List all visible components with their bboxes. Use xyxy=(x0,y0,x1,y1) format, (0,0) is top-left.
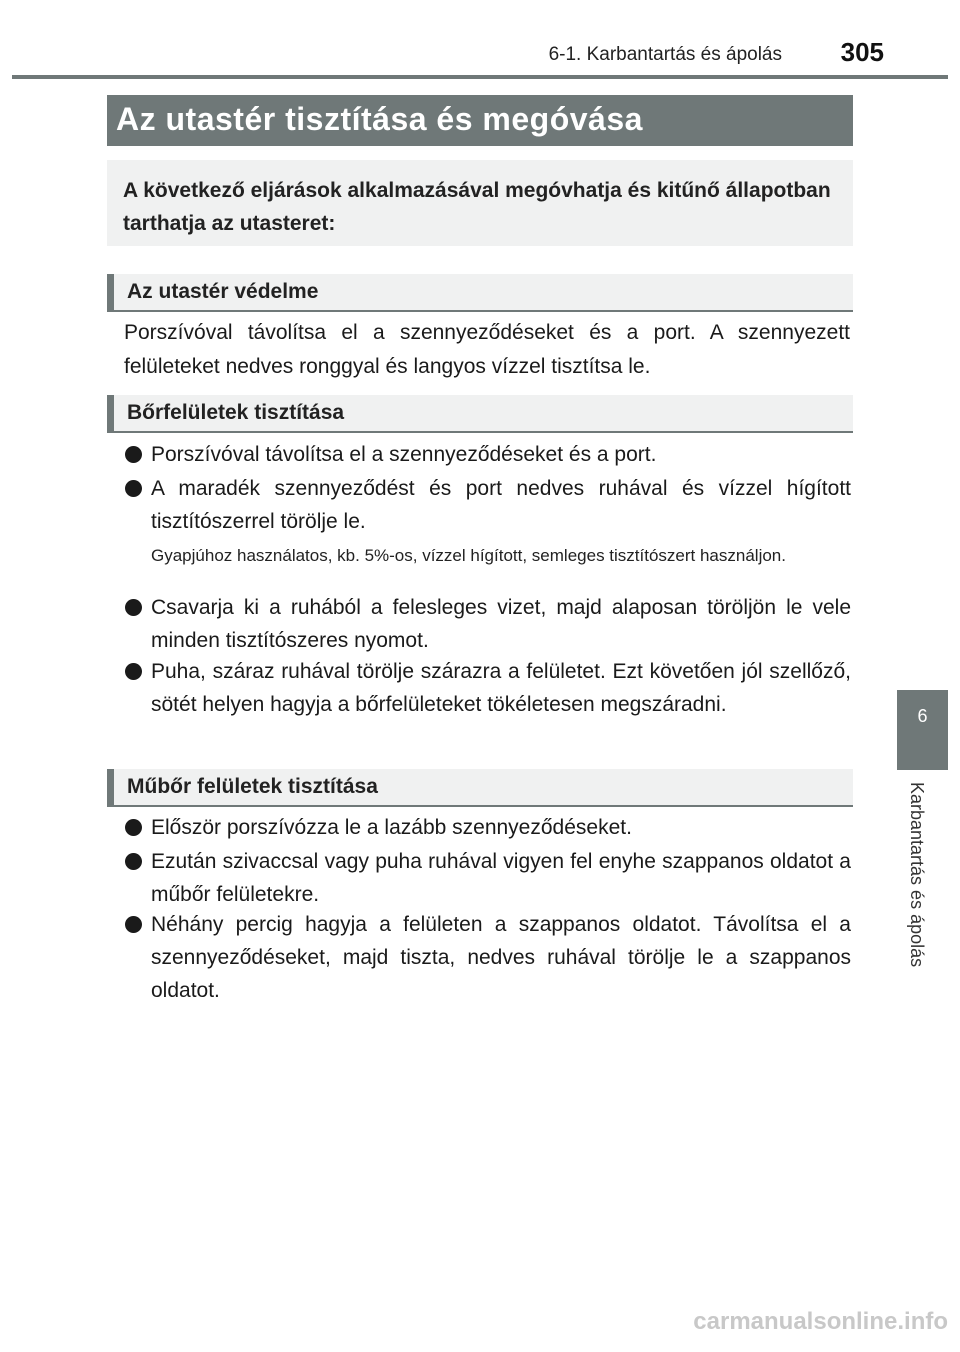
chapter-side-label xyxy=(904,782,930,990)
header-section-title: 6-1. Karbantartás és ápolás xyxy=(548,44,782,65)
list-item xyxy=(124,438,851,471)
section-heading-text: Műbőr felületek tisztítása xyxy=(127,775,378,798)
bullet-dot-icon xyxy=(125,663,142,680)
list-item-text: Néhány percig hagyja a felületen a szappanos oldatot. Távolítsa el a szennyeződéseket, majd tiszta, nedves ruhával törölje le a szappanos oldatot. xyxy=(151,913,851,1002)
section-heading-synthetic-leather-cleaning xyxy=(107,769,853,807)
bullet-dot-icon xyxy=(125,819,142,836)
bullet-dot-icon xyxy=(125,480,142,497)
section-paragraph: Porszívóval távolítsa el a szennyeződéseket és a port. A szennyezett felületeket nedves ronggyal és langyos vízzel tisztítsa le. xyxy=(124,321,850,378)
chapter-side-label-text: Karbantartás és ápolás xyxy=(907,782,927,968)
list-item-text: Puha, száraz ruhával törölje szárazra a felületet. Ezt követően jól szellőző, sötét helyen hagyja a bőrfelületeket tökéletesen megszáradni. xyxy=(151,660,851,716)
list-item xyxy=(124,472,851,538)
page-header xyxy=(0,0,960,80)
page-number: 305 xyxy=(840,37,884,67)
list-item xyxy=(124,655,851,721)
list-item xyxy=(124,811,851,844)
intro-box xyxy=(107,160,853,246)
chapter-tab xyxy=(897,690,948,770)
list-item-text: Először porszívózza le a lazább szennyeződéseket. xyxy=(151,816,632,839)
header-divider xyxy=(12,75,948,79)
chapter-number: 6 xyxy=(917,706,928,726)
bullet-dot-icon xyxy=(125,446,142,463)
list-item-text: Csavarja ki a ruhából a felesleges vizet, majd alaposan töröljön le vele minden tisztítószeres nyomot. xyxy=(151,596,851,652)
list-item-text: Ezután szivaccsal vagy puha ruhával vigyen fel enyhe szappanos oldatot a műbőr felületekre. xyxy=(151,850,851,906)
section-heading-interior-protection xyxy=(107,274,853,312)
list-item xyxy=(124,591,851,657)
list-item xyxy=(124,908,851,1007)
section-heading-text: Az utastér védelme xyxy=(127,280,319,303)
bullet-dot-icon xyxy=(125,916,142,933)
page-title-bar xyxy=(107,95,853,146)
intro-text: A következő eljárások alkalmazásával megóvhatja és kitűnő állapotban tarthatja az utasteret: xyxy=(123,179,831,235)
list-item-text: A maradék szennyeződést és port nedves ruhával és vízzel hígított tisztítószerrel törölje le. xyxy=(151,477,851,533)
list-item xyxy=(124,845,851,911)
bullet-dot-icon xyxy=(125,853,142,870)
note-text: Gyapjúhoz használatos, kb. 5%-os, vízzel hígított, semleges tisztítószert használjon. xyxy=(151,546,786,565)
section-heading-text: Bőrfelületek tisztítása xyxy=(127,401,345,424)
section-heading-leather-cleaning xyxy=(107,395,853,433)
list-item-text: Porszívóval távolítsa el a szennyeződéseket és a port. xyxy=(151,443,657,466)
page-title: Az utastér tisztítása és megóvása xyxy=(116,101,643,137)
footer-watermark: carmanualsonline.info xyxy=(693,1308,948,1335)
bullet-dot-icon xyxy=(125,599,142,616)
